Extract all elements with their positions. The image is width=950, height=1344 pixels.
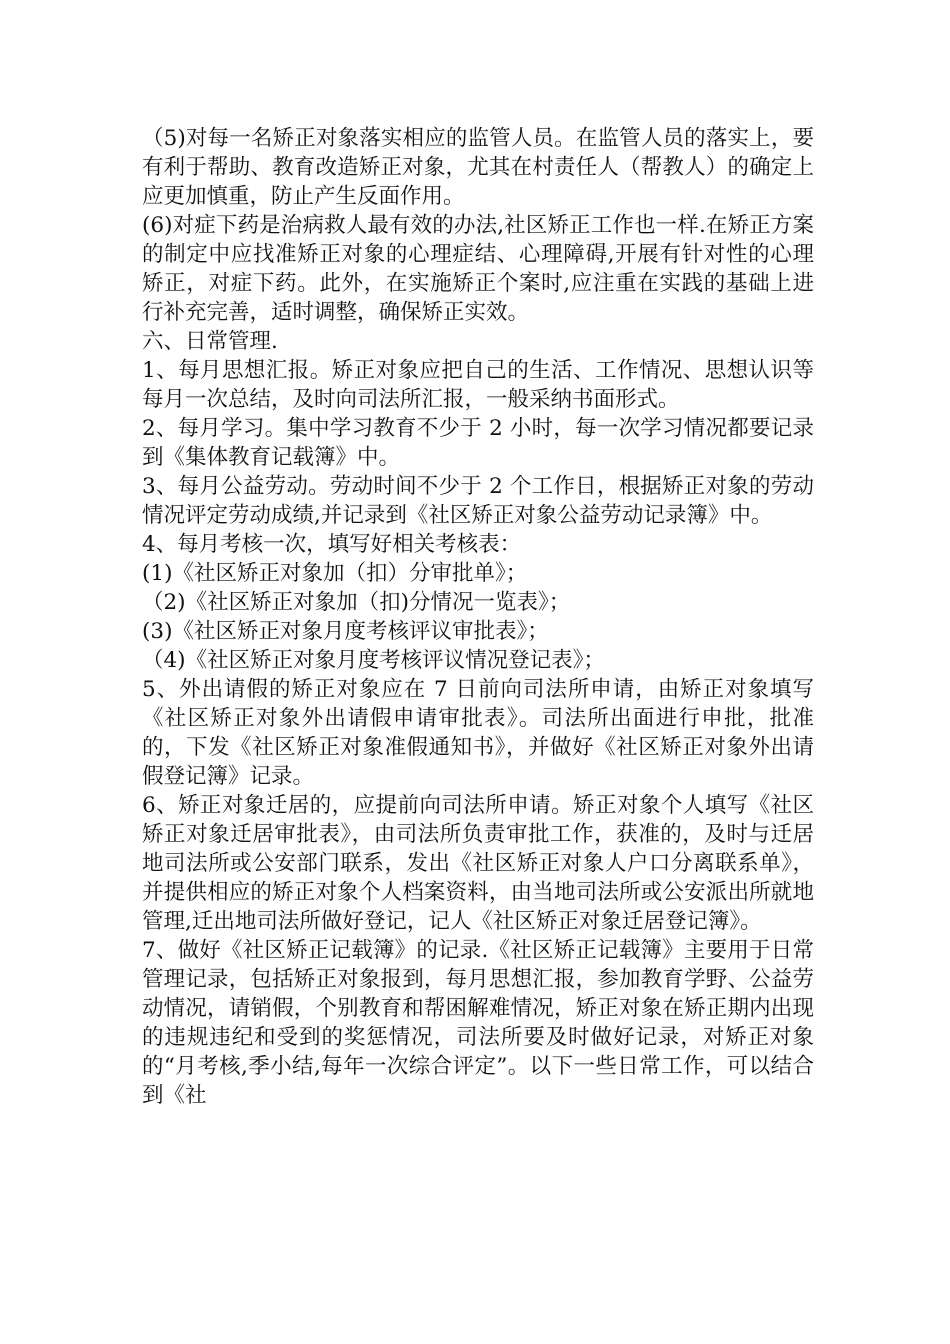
paragraph-targeted-correction: (6)对症下药是治病救人最有效的办法,社区矫正工作也一样.在矫正方案的制定中应找准矫正对象的心理症结、心理障碍,开展有针对性的心理矫正，对症下药。此外，在实施矫正个案时,应注重在实践的基础上进行补充完善，适时调整，确保矫正实效。 [142, 213, 814, 325]
paragraph-leave-request: 5、外出请假的矫正对象应在 7 日前向司法所申请，由矫正对象填写《社区矫正对象外出请假申请审批表》。司法所出面进行申批，批准的，下发《社区矫正对象准假通知书》，并做好《社区矫正对象外出请假登记簿》记录。 [142, 677, 814, 789]
paragraph-monthly-study: 2、每月学习。集中学习教育不少于 2 小时，每一次学习情况都要记录到《集体教育记载簿》中。 [142, 416, 814, 470]
paragraph-monthly-assessment: 4、每月考核一次，填写好相关考核表： [142, 532, 522, 557]
paragraph-relocation: 6、矫正对象迁居的，应提前向司法所申请。矫正对象个人填写《社区矫正对象迁居审批表》，由司法所负责审批工作，获准的，及时与迁居地司法所或公安部门联系，发出《社区矫正对象人户口分离联系单》，并提供相应的矫正对象个人档案资料，由当地司法所或公安派出所就地管理,迁出地司法所做好登记，记人《社区矫正对象迁居登记簿》。 [142, 793, 814, 934]
list-item-form-4: （4)《社区矫正对象月度考核评议情况登记表》； [142, 648, 605, 673]
paragraph-public-labor: 3、每月公益劳动。劳动时间不少于 2 个工作日，根据矫正对象的劳动情况评定劳动成绩,并记录到《社区矫正对象公益劳动记录簿》中。 [142, 474, 814, 528]
paragraph-monthly-report: 1、每月思想汇报。矫正对象应把自己的生活、工作情况、思想认识等每月一次总结，及时向司法所汇报，一般采纳书面形式。 [142, 358, 814, 412]
section-heading-daily-management: 六、日常管理. [142, 329, 278, 354]
document-body [142, 124, 814, 1110]
paragraph-supervisor: （5)对每一名矫正对象落实相应的监管人员。在监管人员的落实上，要有利于帮助、教育改造矫正对象，尤其在村责任人（帮教人）的确定上应更加慎重，防止产生反面作用。 [142, 126, 814, 209]
list-item-form-2: （2)《社区矫正对象加（扣)分情况一览表》； [142, 590, 571, 615]
list-item-form-3: (3)《社区矫正对象月度考核评议审批表》； [142, 619, 549, 644]
list-item-form-1: (1)《社区矫正对象加（扣）分审批单》； [142, 561, 528, 586]
paragraph-record-book: 7、做好《社区矫正记载簿》的记录.《社区矫正记载簿》主要用于日常管理记录，包括矫正对象报到，每月思想汇报，参加教育学野、公益劳动情况，请销假，个别教育和帮困解难情况，矫正对象在矫正期内出现的违规违纪和受到的奖惩情况，司法所要及时做好记录，对矫正对象的“月考核,季小结,每年一次综合评定”。以下一些日常工作，可以结合到《社 [142, 938, 814, 1108]
